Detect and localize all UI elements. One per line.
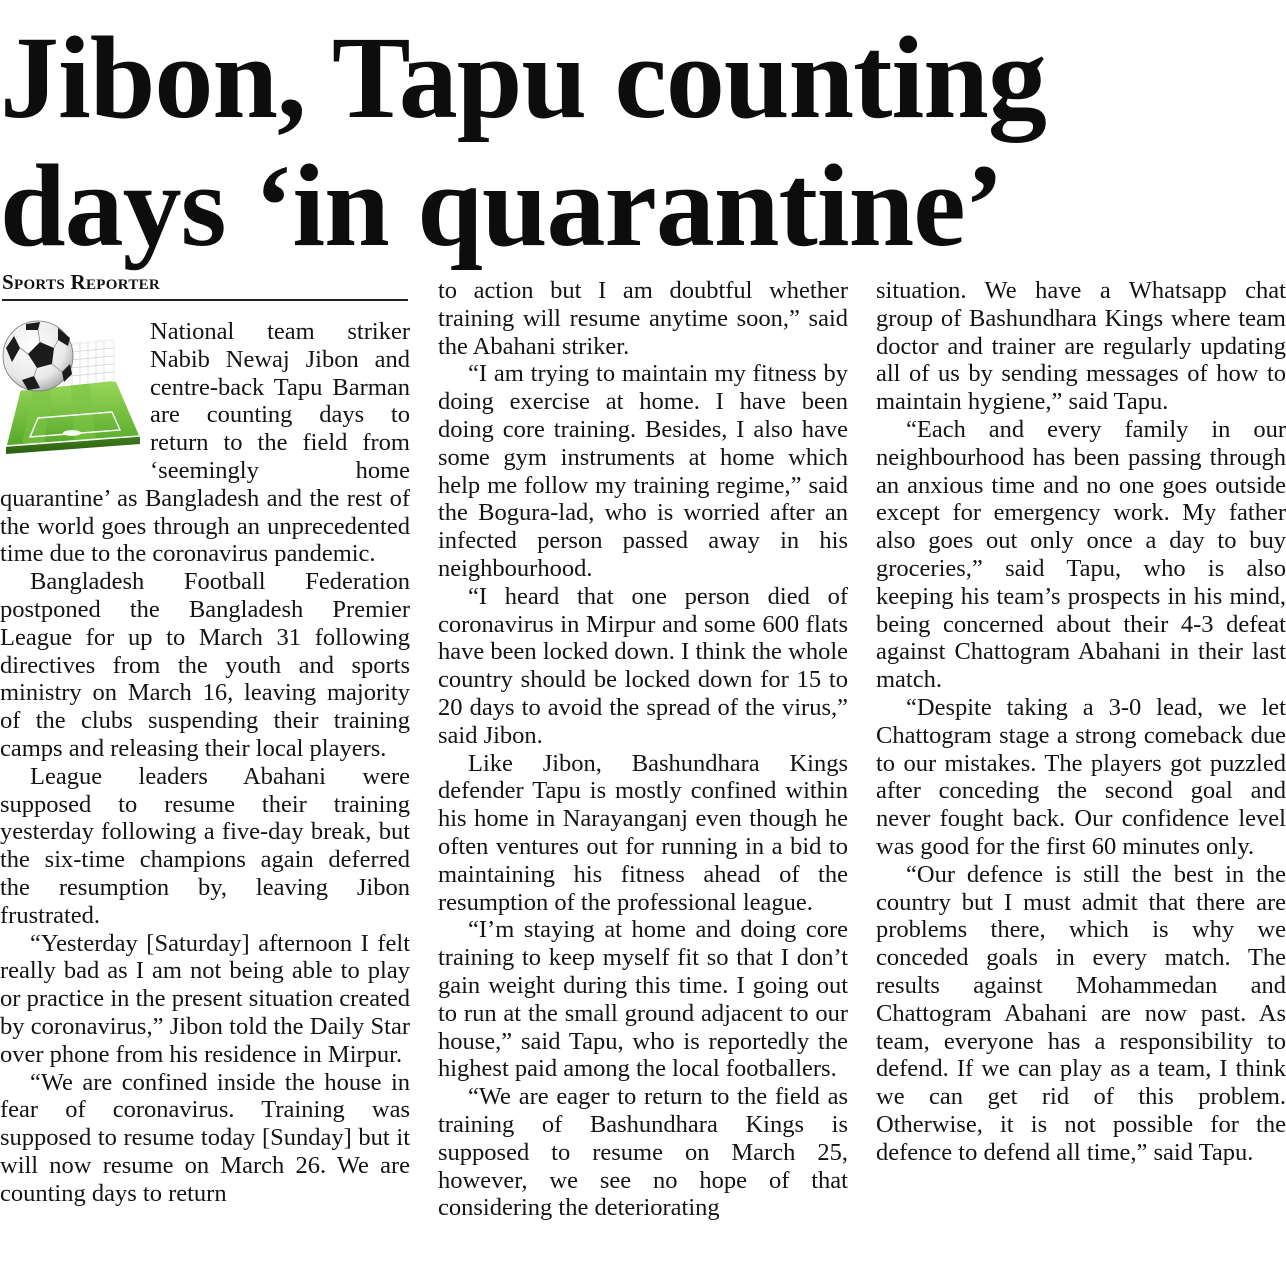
headline-line-1: Jibon, Tapu counting bbox=[0, 12, 1046, 143]
article-paragraph: to action but I am doubtful whether training will resume anytime soon,” said the Abahani striker. bbox=[438, 277, 848, 360]
article-paragraph: Like Jibon, Bashundhara Kings defender Tapu is mostly confined within his home in Narayanganj even though he often ventures out for running in a bid to maintaining his fitness ahead of the resumption of the professional league. bbox=[438, 749, 848, 916]
article-paragraph: “Yesterday [Saturday] afternoon I felt really bad as I am not being able to play or practice in the present situation created by coronavirus,” Jibon told the Daily Star over phone from his residence in Mirpur. bbox=[0, 929, 410, 1068]
article-column-1 bbox=[0, 318, 410, 1208]
article-paragraph: Bangladesh Football Federation postponed the Bangladesh Premier League for up to March 31 following directives from the youth and sports ministry on March 16, leaving majority of the clubs suspending their training camps and releasing their local players. bbox=[0, 568, 410, 762]
article-column-3 bbox=[876, 277, 1286, 1167]
article-paragraph: “Our defence is still the best in the country but I must admit that there are problems there, which is why we conceded goals in every match. The results against Mohammedan and Chattogram Abahani are now past. As team, everyone has a responsibility to defend. If we can play as a team, I think we can get rid of this problem. Otherwise, it is not possible for the defence to defend all time,” said Tapu. bbox=[876, 860, 1286, 1166]
article-paragraph: “Each and every family in our neighbourhood has been passing through an anxious time and no one goes outside except for emergency work. My father also goes out only once a day to buy groceries,” said Tapu, who is also keeping his team’s prospects in his mind, being concerned about their 4-3 defeat against Chattogram Abahani in their last match. bbox=[876, 415, 1286, 694]
byline: Sports Reporter bbox=[2, 270, 408, 301]
article-paragraph: League leaders Abahani were supposed to resume their training yesterday following a five-day break, but the six-time champions again deferred the resumption by, leaving Jibon frustrated. bbox=[0, 762, 410, 929]
football-pitch-icon bbox=[0, 318, 146, 456]
article-column-2 bbox=[438, 277, 848, 1222]
article-paragraph: “I’m staying at home and doing core training to keep myself fit so that I don’t gain weight during this time. I going out to run at the small ground adjacent to our house,” said Tapu, who is reportedly the highest paid among the local footballers. bbox=[438, 916, 848, 1083]
article-paragraph: National team striker Nabib Newaj Jibon and centre-back Tapu Barman are counting days to return to the field from ‘seemingly home quarantine’ as Bangladesh and the rest of the world goes through an unprecedented time due to the coronavirus pandemic. bbox=[0, 318, 410, 568]
article-paragraph: “We are confined inside the house in fear of coronavirus. Training was supposed to resume today [Sunday] but it will now resume on March 26. We are counting days to return bbox=[0, 1068, 410, 1207]
article-paragraph: “We are eager to return to the field as training of Bashundhara Kings is supposed to resume on March 25, however, we see no hope of that considering the deteriorating bbox=[438, 1083, 848, 1222]
article-paragraph: situation. We have a Whatsapp chat group of Bashundhara Kings where team doctor and trainer are regularly updating all of us by sending messages of how to maintain hygiene,” said Tapu. bbox=[876, 277, 1286, 416]
article-paragraph: “Despite taking a 3-0 lead, we let Chattogram stage a strong comeback due to our mistakes. The players got puzzled after conceding the second goal and never fought back. Our confidence level was good for the first 60 minutes only. bbox=[876, 693, 1286, 860]
article-paragraph: “I heard that one person died of coronavirus in Mirpur and some 600 flats have been locked down. I think the whole country should be locked down for 15 to 20 days to avoid the spread of the virus,” said Jibon. bbox=[438, 582, 848, 749]
headline bbox=[0, 14, 1286, 270]
headline-line-2: days ‘in quarantine’ bbox=[0, 140, 1003, 271]
article-paragraph: “I am trying to maintain my fitness by doing exercise at home. I have been doing core training. Besides, I also have some gym instruments at home which help me follow my training regime,” said the Bogura-lad, who is worried after an infected person passed away in his neighbourhood. bbox=[438, 360, 848, 582]
